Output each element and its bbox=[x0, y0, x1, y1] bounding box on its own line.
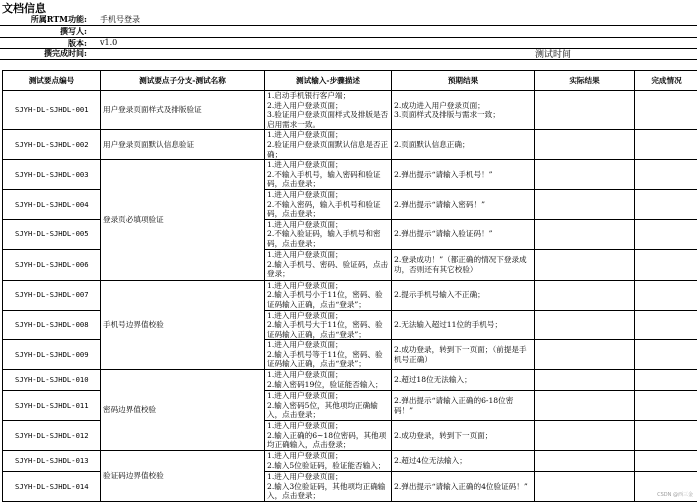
meta-label: 撰写人: bbox=[60, 26, 87, 37]
table-row bbox=[3, 370, 697, 391]
test-id-cell: SJYH-DL-SJHDL-001 bbox=[3, 91, 101, 130]
test-id-cell: SJYH-DL-SJHDL-008 bbox=[3, 310, 101, 340]
actual-result-cell bbox=[535, 219, 635, 249]
table-header-row bbox=[3, 71, 697, 91]
test-id-cell: SJYH-DL-SJHDL-005 bbox=[3, 219, 101, 249]
expected-cell: 2.超过4位无法输入； bbox=[392, 451, 535, 472]
meta-value: 手机号登录 bbox=[100, 14, 140, 25]
test-name-cell: 用户登录页面默认信息验证 bbox=[101, 130, 265, 160]
column-header-steps: 测试输入-步骤描述 bbox=[265, 71, 392, 91]
status-cell bbox=[635, 219, 697, 249]
test-id-cell: SJYH-DL-SJHDL-003 bbox=[3, 160, 101, 190]
test-id-cell: SJYH-DL-SJHDL-002 bbox=[3, 130, 101, 160]
actual-result-cell bbox=[535, 421, 635, 451]
meta-value: v1.0 bbox=[100, 38, 117, 47]
column-header-expected: 预期结果 bbox=[392, 71, 535, 91]
column-header-name: 测试要点子分支-测试名称 bbox=[101, 71, 265, 91]
test-id-cell: SJYH-DL-SJHDL-004 bbox=[3, 189, 101, 219]
column-header-actual: 实际结果 bbox=[535, 71, 635, 91]
steps-cell: 1.进入用户登录页面； 2.输入手机号小于11位，密码、验证码输入正确，点击“登录”； bbox=[265, 280, 392, 310]
actual-result-cell bbox=[535, 391, 635, 421]
expected-cell: 2.弹出提示“请输入正确的4位验证码！” bbox=[392, 472, 535, 502]
test-id-cell: SJYH-DL-SJHDL-007 bbox=[3, 280, 101, 310]
steps-cell: 1.进入用户登录页面； 2.输入手机号等于11位，密码、验证码输入正确，点击“登录”； bbox=[265, 340, 392, 370]
expected-cell: 2.登录成功！”（都正确的情况下登录成功，否则还有其它校验） bbox=[392, 249, 535, 280]
expected-cell: 2.成功登录，转到下一页面； bbox=[392, 421, 535, 451]
steps-cell: 1.进入用户登录页面； 2.不输入验证码，输入手机号和密码，点击登录； bbox=[265, 219, 392, 249]
status-cell bbox=[635, 91, 697, 130]
steps-cell: 1.进入用户登录页面； 2.输入密码5位，其他项均正确输入，点击登录； bbox=[265, 391, 392, 421]
test-id-cell: SJYH-DL-SJHDL-009 bbox=[3, 340, 101, 370]
expected-cell: 2.弹出提示“请输入正确的6-18位密码！” bbox=[392, 391, 535, 421]
meta-row-rtm bbox=[0, 14, 697, 25]
steps-cell: 1.进入用户登录页面； 2.不输入密码，输入手机号和验证码，点击登录； bbox=[265, 189, 392, 219]
test-name-cell: 用户登录页面样式及排版验证 bbox=[101, 91, 265, 130]
table-row bbox=[3, 91, 697, 130]
status-cell bbox=[635, 189, 697, 219]
actual-result-cell bbox=[535, 472, 635, 502]
actual-result-cell bbox=[535, 130, 635, 160]
test-id-cell: SJYH-DL-SJHDL-010 bbox=[3, 370, 101, 391]
actual-result-cell bbox=[535, 249, 635, 280]
status-cell bbox=[635, 249, 697, 280]
test-name-cell: 登录页必填项验证 bbox=[101, 160, 265, 280]
meta-row-complete-time bbox=[0, 48, 697, 59]
steps-cell: 1.进入用户登录页面； 2.输入5位验证码，验证能否输入； bbox=[265, 451, 392, 472]
expected-cell: 2.弹出提示“请输入密码！” bbox=[392, 189, 535, 219]
expected-cell: 2.无法输入超过11位的手机号； bbox=[392, 310, 535, 340]
column-header-status: 完成情况 bbox=[635, 71, 697, 91]
expected-cell: 2.弹出提示“请输入验证码！” bbox=[392, 219, 535, 249]
actual-result-cell bbox=[535, 189, 635, 219]
status-cell bbox=[635, 370, 697, 391]
test-name-cell: 密码边界值校验 bbox=[101, 370, 265, 451]
actual-result-cell bbox=[535, 280, 635, 310]
test-id-cell: SJYH-DL-SJHDL-014 bbox=[3, 472, 101, 502]
status-cell bbox=[635, 340, 697, 370]
status-cell bbox=[635, 391, 697, 421]
actual-result-cell bbox=[535, 91, 635, 130]
steps-cell: 1.进入用户登录页面； 2.输入手机号、密码、验证码，点击登录； bbox=[265, 249, 392, 280]
test-id-cell: SJYH-DL-SJHDL-012 bbox=[3, 421, 101, 451]
watermark: CSDN @西三金 bbox=[657, 491, 693, 498]
table-row bbox=[3, 130, 697, 160]
test-name-cell: 验证码边界值校验 bbox=[101, 451, 265, 502]
test-id-cell: SJYH-DL-SJHDL-006 bbox=[3, 249, 101, 280]
steps-cell: 1.进入用户登录页面； 2.输入正确的6~18位密码，其他项均正确输入，点击登录； bbox=[265, 421, 392, 451]
meta-label: 版本: bbox=[68, 38, 87, 49]
status-cell bbox=[635, 421, 697, 451]
status-cell bbox=[635, 451, 697, 472]
status-cell bbox=[635, 160, 697, 190]
document-title: 文档信息 bbox=[2, 0, 46, 16]
expected-cell: 2.提示手机号输入不正确； bbox=[392, 280, 535, 310]
steps-cell: 1.进入用户登录页面； 2.输入3位验证码，其他项均正确输入，点击登录； bbox=[265, 472, 392, 502]
actual-result-cell bbox=[535, 310, 635, 340]
status-cell bbox=[635, 280, 697, 310]
status-cell bbox=[635, 310, 697, 340]
actual-result-cell bbox=[535, 370, 635, 391]
expected-cell: 2.成功登录，转到下一页面；（前提是手机号正确） bbox=[392, 340, 535, 370]
meta-label: 撰完成时间: bbox=[44, 48, 87, 59]
steps-cell: 1.进入用户登录页面； 2.输入密码19位，验证能否输入； bbox=[265, 370, 392, 391]
actual-result-cell bbox=[535, 160, 635, 190]
table-row bbox=[3, 160, 697, 190]
divider bbox=[0, 59, 697, 60]
expected-cell: 2.页面默认信息正确； bbox=[392, 130, 535, 160]
expected-cell: 2.弹出提示“请输入手机号！” bbox=[392, 160, 535, 190]
meta-label: 所属RTM功能: bbox=[31, 14, 87, 25]
test-id-cell: SJYH-DL-SJHDL-013 bbox=[3, 451, 101, 472]
table-row bbox=[3, 451, 697, 472]
steps-cell: 1.进入用户登录页面； 2.输入手机号大于11位，密码、验证码输入正确，点击“登录”； bbox=[265, 310, 392, 340]
actual-result-cell bbox=[535, 340, 635, 370]
steps-cell: 1.启动手机银行客户端； 2.进入用户登录页面； 3.验证用户登录页面样式及排版是否启用需求一致。 bbox=[265, 91, 392, 130]
test-case-table bbox=[2, 70, 697, 502]
table-row bbox=[3, 280, 697, 310]
expected-cell: 2.超过18位无法输入； bbox=[392, 370, 535, 391]
actual-result-cell bbox=[535, 451, 635, 472]
meta-row-author bbox=[0, 26, 697, 37]
test-id-cell: SJYH-DL-SJHDL-011 bbox=[3, 391, 101, 421]
column-header-id: 测试要点编号 bbox=[3, 71, 101, 91]
expected-cell: 2.成功进入用户登录页面； 3.页面样式及排版与需求一致； bbox=[392, 91, 535, 130]
steps-cell: 1.进入用户登录页面； 2.不输入手机号，输入密码和验证码，点击登录； bbox=[265, 160, 392, 190]
steps-cell: 1.进入用户登录页面； 2.验证用户登录页面默认信息是否正确； bbox=[265, 130, 392, 160]
status-cell bbox=[635, 130, 697, 160]
test-time-label: 测试时间 bbox=[535, 47, 571, 60]
test-name-cell: 手机号边界值校验 bbox=[101, 280, 265, 370]
